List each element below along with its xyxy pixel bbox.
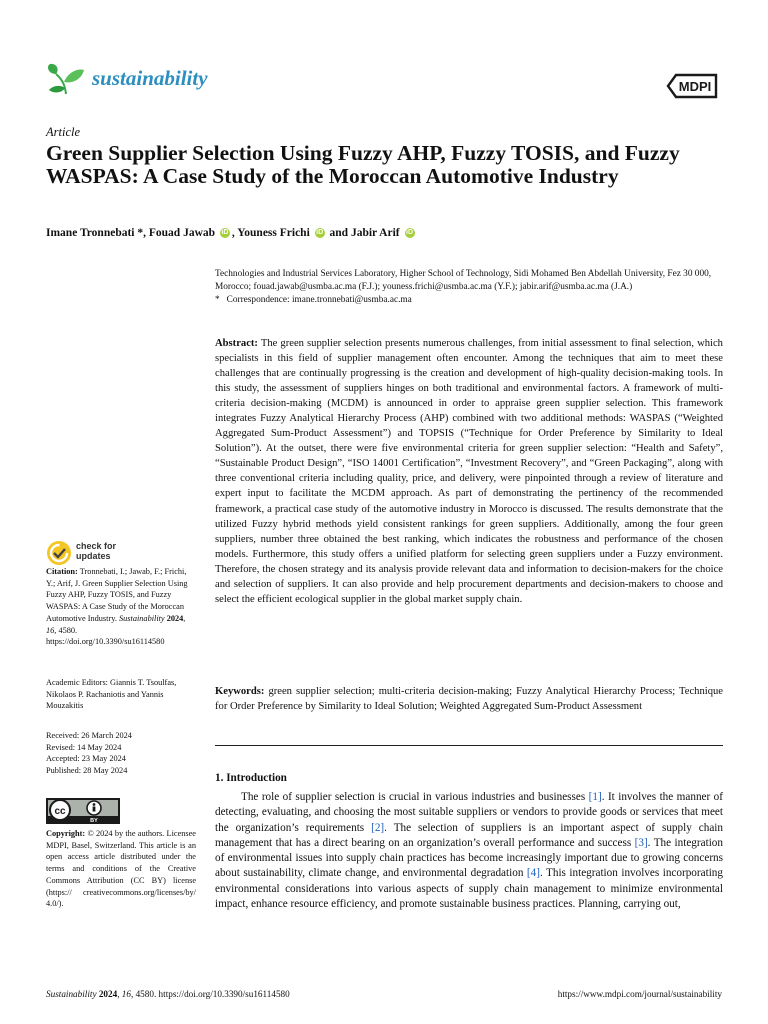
footer-doi[interactable]: , 4580. https://doi.org/10.3390/su16114580 <box>130 989 290 999</box>
affiliation: Technologies and Industrial Services Laboratory, Higher School of Technology, Sidi Mohamed Ben Abdellah University, Fez 30 000, Morocco; fouad.jawab@usmba.ac.ma (F.J.); youness.frichi@usmba.ac.ma (Y.F.); jabir.arif@usmba.ac.ma (J.A.) <box>215 269 712 292</box>
journal-name: sustainability <box>92 66 208 90</box>
academic-editors: Academic Editors: Giannis T. Tsoulfas, Nikolaos P. Rachaniotis and Yannis Mouzakitis <box>46 678 177 711</box>
orcid-icon[interactable]: iD <box>221 229 229 237</box>
author-list: Imane Tronnebati *, Fouad Jawab iD , Youness Frichi iD and Jabir Arif iD <box>46 227 413 239</box>
citation-year: 2024 <box>166 613 184 623</box>
citation-doi[interactable]: , 4580. https://doi.org/10.3390/su16114580 <box>46 625 165 647</box>
check-updates-label <box>76 542 116 561</box>
orcid-icon[interactable]: iD <box>406 229 413 237</box>
citation-link[interactable]: [2] <box>371 821 385 834</box>
mdpi-logo-icon <box>664 72 720 100</box>
abstract <box>215 336 723 607</box>
introduction-text: The role of supplier selection is crucial in various industries and businesses <box>241 791 589 803</box>
affiliation-block <box>215 268 725 306</box>
date-received: Received: 26 March 2024 <box>46 731 132 740</box>
citation-link[interactable]: [4] <box>526 867 540 880</box>
footer-journal: Sustainability <box>46 989 97 999</box>
orcid-icon[interactable]: iD <box>316 229 324 237</box>
introduction-text: . This integration involves incorporating environmental considerations into various aspects of supply chain management to minimize environmental impact, enhance resource efficiency, and promote sustainable business practices. Planning, carrying out, <box>215 867 723 911</box>
copyright-block <box>46 828 196 910</box>
introduction-text: . It involves the manner of detecting, evaluating, and choosing the most suitable suppliers or vendors to provide goods or services that meet the organization’s requirements <box>215 791 723 834</box>
citation-link[interactable]: [1] <box>588 791 602 803</box>
article-type-label: Article <box>46 125 81 139</box>
cc-by-license-icon[interactable] <box>46 798 120 824</box>
svg-text:cc: cc <box>54 806 66 817</box>
copyright-text: © 2024 by the authors. Licensee MDPI, Basel, Switzerland. This article is an open access article distributed under the terms and conditions of the Creative Commons Attribution (CC BY) license (https:// creativecommons.org/licenses/by/ 4.0/). <box>46 829 196 909</box>
date-published: Published: 28 May 2024 <box>46 766 128 776</box>
footer-citation: Sustainability 2024, 16, 4580. https://doi.org/10.3390/su16114580 <box>46 989 290 999</box>
article-title: Green Supplier Selection Using Fuzzy AHP, Fuzzy TOSIS, and Fuzzy WASPAS: A Case Study of the Moroccan Automotive Industry <box>46 141 680 188</box>
footer-volume: 16 <box>121 989 131 999</box>
correspondence-email: Correspondence: imane.tronnebati@usmba.ac.ma <box>226 294 412 305</box>
citation-link[interactable]: [3] <box>634 836 648 849</box>
date-revised: Revised: 14 May 2024 <box>46 742 122 752</box>
leaf-logo-icon <box>46 62 86 96</box>
author-name: Jabir Arif <box>350 227 400 239</box>
check-updates-line1: check for <box>76 541 117 551</box>
keywords <box>215 684 723 714</box>
introduction-text: . The integration of environmental issues into supply chain practices has become increasingly important due to growing concerns about sustainability, climate change, and environmental degradation <box>215 836 723 880</box>
keywords-label: Keywords: <box>215 686 265 697</box>
footer-year: 2024 <box>98 989 118 999</box>
abstract-label: Abstract: <box>215 338 258 349</box>
correspondence-marker: * <box>215 294 220 305</box>
introduction-paragraph <box>215 790 723 912</box>
check-updates-icon <box>46 540 72 566</box>
check-for-updates-button[interactable] <box>46 540 196 568</box>
correspondence <box>215 294 725 307</box>
introduction-text: . The selection of suppliers is an important aspect of supply chain management that has a direct bearing on an organization’s overall performance and success <box>215 821 723 849</box>
author-name: Imane Tronnebati * <box>46 227 144 239</box>
section-divider <box>215 745 723 746</box>
citation-block: Citation: Tronnebati, I.; Jawab, F.; Frichi, Y.; Arif, J. Green Supplier Selection Using Fuzzy AHP, Fuzzy TOSIS, and Fuzzy WASPAS: A Case Study of the Moroccan Automotive Industry. Sustainability 2024, 16, 4580. https://doi.org/10.3390/su16114580 <box>46 567 188 647</box>
svg-text:BY: BY <box>90 818 98 824</box>
abstract-text: The green supplier selection presents numerous challenges, from initial assessment to final selection, which specialists in this field of supplier management often encounter. Among the techniques that aim to meet these challenges that are continually progressing is the creation and development of high-quality decision-making tools. In this study, the assessment of suppliers hinges on both traditional and environmental factors. A framework of multi-criteria decision-making (MCDM) is announced in order to appraise green supplier selection. This framework integrates Fuzzy Analytical Hierarchy Process (AHP) combined with two additional methods: WASPAS (“Weighted Aggregated Sum-Product Assessment”) and TOPSIS (“Technique for Order Preference by Similarity to Ideal Solution”). At the outset, there were five environmental criteria for green supplier selection: “Health and Safety”, “Sustainable Product Design”, “ISO 14001 Certification”, “Investment Recovery”, and “Green Packaging”, along with three conventional criteria including quality, price, and delivery, were pinpointed through a review of literature and expert input to facilitate the MCDM approach. As part of demonstrating the pertinency of the recommended framework, a practical case study of the automotive industry in Morocco is discussed. The results demonstrate that the utilized Fuzzy hybrid methods yield consistent rankings for green suppliers. Additionally, among the four green suppliers, number three obtained the best ranking, which indicates the robustness and performance of the chosen models. Furthermore, this study offers a unified platform for selecting green suppliers under a Fuzzy environment. Therefore, the chosen strategy and its analysis provide relevant data and information to decision-makers for the choice and selection of suppliers. It can also provide and help procurement departments and decision-makers to choose and select the efficient ecological supplier in the global market supply chain. <box>215 338 723 605</box>
date-accepted: Accepted: 23 May 2024 <box>46 754 126 764</box>
author-name: Fouad Jawab <box>148 227 216 239</box>
keywords-text: green supplier selection; multi-criteria decision-making; Fuzzy Analytical Hierarchy Process; Technique for Order Preference by Similarity to Ideal Solution; Weighted Aggregated Sum-Product Assessment <box>215 686 723 713</box>
publication-dates <box>46 730 196 777</box>
footer-journal-url[interactable]: https://www.mdpi.com/journal/sustainability <box>557 989 722 999</box>
introduction-heading: 1. Introduction <box>215 772 287 784</box>
citation-text: Tronnebati, I.; Jawab, F.; Frichi, Y.; Arif, J. Green Supplier Selection Using Fuzzy AHP, Fuzzy TOSIS, and Fuzzy WASPAS: A Case Study of the Moroccan Automotive Industry. <box>46 567 188 623</box>
citation-journal: Sustainability <box>118 613 165 623</box>
author-name: Youness Frichi <box>237 227 310 239</box>
copyright-label: Copyright: <box>46 829 86 838</box>
check-updates-line2: updates <box>76 550 111 561</box>
publisher-logo-text: MDPI <box>678 79 712 94</box>
citation-label: Citation: <box>46 567 78 576</box>
citation-volume: 16 <box>46 625 55 635</box>
